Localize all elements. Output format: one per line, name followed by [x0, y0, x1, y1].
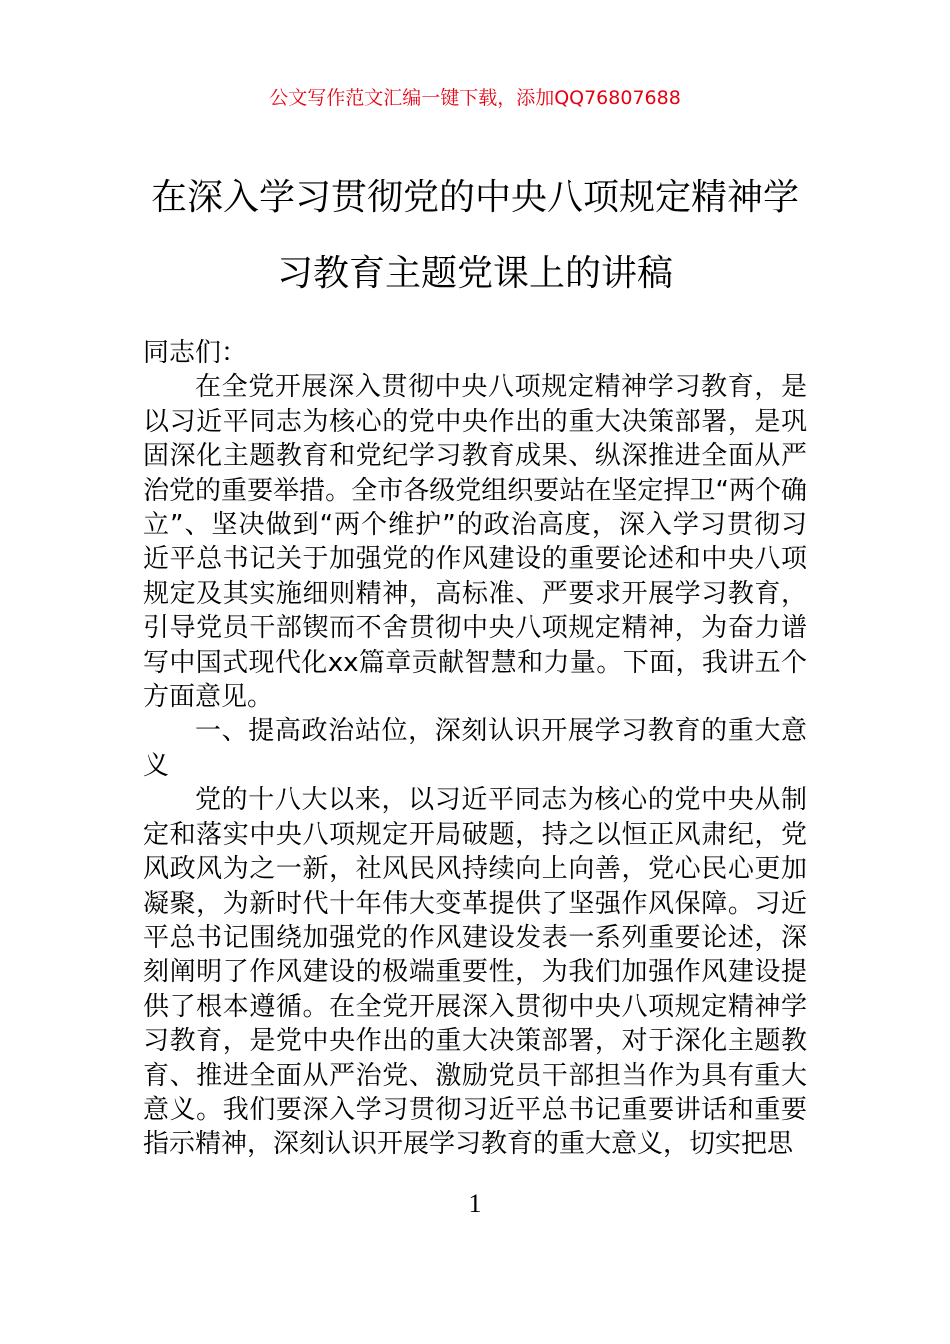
title-line-1: 在深入学习贯彻党的中央八项规定精神学 [150, 177, 799, 218]
document-title [100, 168, 850, 304]
title-line-2: 习教育主题党课上的讲稿 [276, 253, 673, 294]
page-number: 1 [468, 1189, 482, 1218]
document-body [143, 336, 807, 1162]
paragraph-intro: 在全党开展深入贯彻中央八项规定精神学习教育，是以习近平同志为核心的党中央作出的重大决策部署，是巩固深化主题教育和党纪学习教育成果、纵深推进全面从严治党的重要举措。全市各级党组织要站在坚定捍卫“两个确立”、坚决做到“两个维护”的政治高度，深入学习贯彻习近平总书记关于加强党的作风建设的重要论述和中央八项规定及其实施细则精神，高标准、严要求开展学习教育，引导党员干部锲而不舍贯彻中央八项规定精神，为奋力谱写中国式现代化xx篇章贡献智慧和力量。下面，我讲五个方面意见。 [143, 372, 807, 713]
paragraph-section-1: 党的十八大以来，以习近平同志为核心的党中央从制定和落实中央八项规定开局破题，持之以恒正风肃纪，党风政风为之一新，社风民风持续向上向善，党心民心更加凝聚，为新时代十年伟大变革提供了坚强作风保障。习近平总书记围绕加强党的作风建设发表一系列重要论述，深刻阐明了作风建设的极端重要性，为我们加强作风建设提供了根本遵循。在全党开展深入贯彻中央八项规定精神学习教育，是党中央作出的重大决策部署，对于深化主题教育、推进全面从严治党、激励党员干部担当作为具有重大意义。我们要深入学习贯彻习近平总书记重要讲话和重要指示精神，深刻认识开展学习教育的重大意义，切实把思 [143, 785, 807, 1160]
salutation: 同志们： [143, 338, 248, 368]
section-heading-1: 一、提高政治站位，深刻认识开展学习教育的重大意义 [143, 716, 807, 781]
download-banner: 公文写作范文汇编一键下载，添加QQ76807688 [269, 87, 681, 109]
